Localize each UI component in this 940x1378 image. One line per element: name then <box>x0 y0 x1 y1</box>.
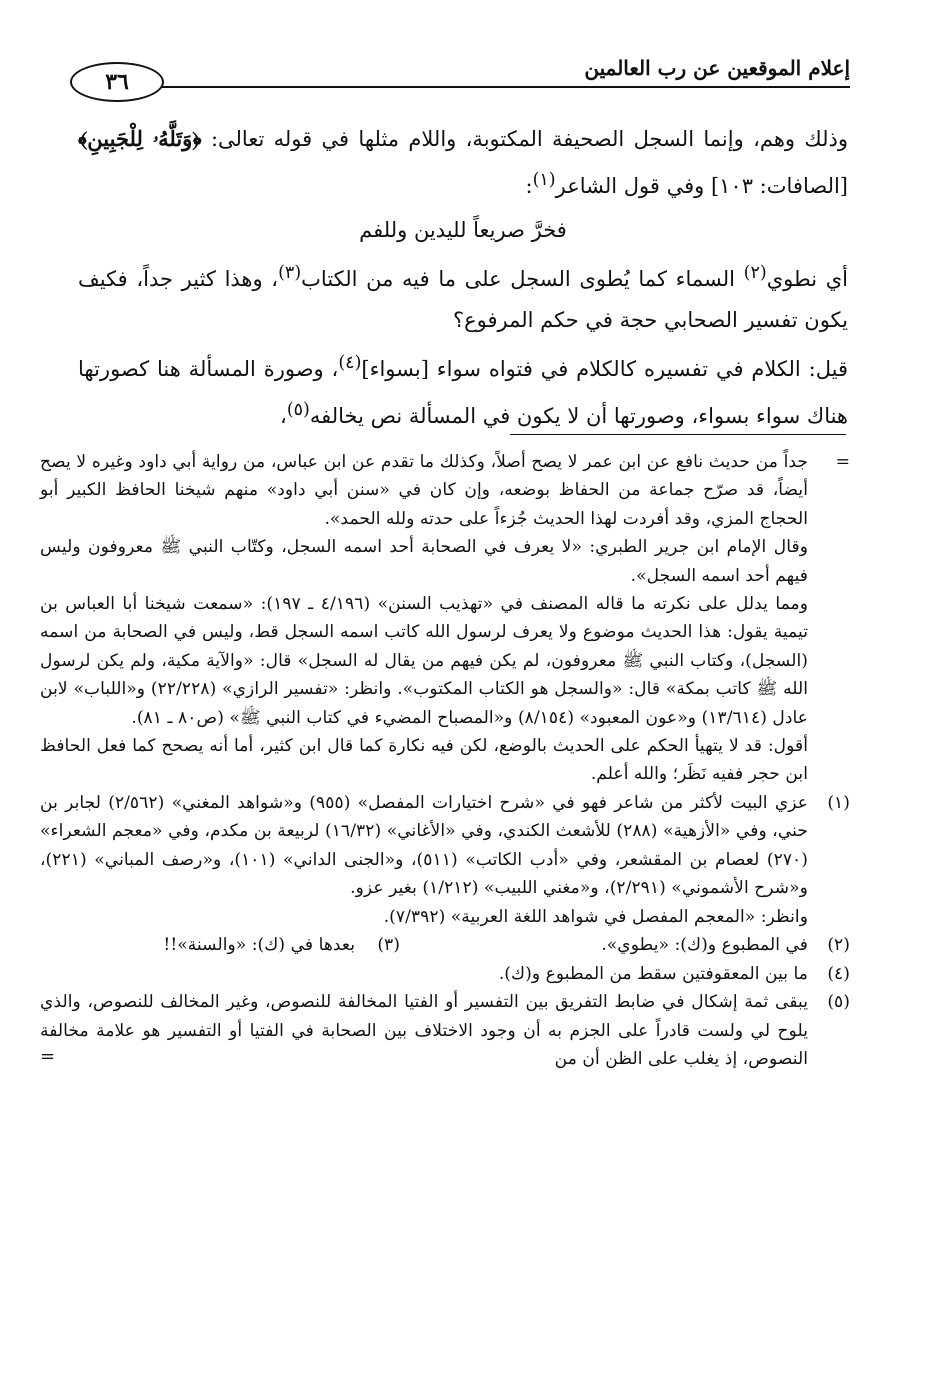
footnote-number: (٣) <box>377 934 400 955</box>
footnotes-2-3 <box>40 931 850 960</box>
footnote-ref: (٢) <box>743 263 767 283</box>
footnote-text: ما بين المعقوفتين سقط من المطبوع و(ك). <box>498 963 808 984</box>
continuation-mark: = <box>40 1046 56 1068</box>
main-text <box>78 118 848 437</box>
text-run: [الصافات: ١٠٣] وفي قول الشاعر <box>555 174 848 198</box>
footnote-text: ومما يدلل على نكرته ما قاله المصنف في «تهذيب السنن» (٤/١٩٦ ـ ١٩٧): «سمعت شيخنا أبا العباس بن تيمية يقول: هذا الحديث موضوع ولا يعرف لرسول الله كاتب اسمه السجل قط، وليس في الصحابة من اسمه (السجل)، وكتاب النبي ﷺ معروفون، لم يكن فيهم من يقال له السجل» قال: «والآية مكية، ولم يكن لرسول الله ﷺ كاتب بمكة» قال: «والسجل هو الكتاب المكتوب». وانظر: «تفسير الرازي» (٢٢/٢٢٨) و«اللباب» لابن عادل (١٣/٦١٤) و«عون المعبود» (٨/١٥٤) و«المصباح المضيء في كتاب النبي ﷺ» (ص٨٠ ـ ٨١). <box>40 594 809 728</box>
text-run: وذلك وهم، وإنما السجل الصحيفة المكتوبة، واللام مثلها في قوله تعالى: <box>201 127 848 151</box>
footnote-text: يبقى ثمة إشكال في ضابط التفريق بين التفسير أو الفتيا المخالفة للنصوص، وغير المخالف للنصوص، والذي يلوح لي ولست قادراً على الجزم به أن وجود الاختلاف بين الصحابة في الفتيا أو التفسير هو علامة مخالفة النصوص، إذ يغلب على الظن أن من <box>40 992 808 1070</box>
footnote-separator <box>510 434 846 435</box>
page-header <box>70 44 850 104</box>
footnote-text: في المطبوع و(ك): «يطوي». <box>601 934 808 955</box>
paragraph-1 <box>78 118 848 207</box>
footnote-1 <box>40 789 850 903</box>
text-run: ، وصورة المسألة هنا كصورتها هناك سواء بسواء، وصورتها أن لا يكون في المسألة نص يخالفه <box>78 357 848 428</box>
text-run: السماء كما يُطوى السجل على ما فيه من الكتاب <box>301 267 744 291</box>
footnote-text: بعدها في (ك): «والسنة»!! <box>163 934 355 955</box>
footnote-text: وانظر: «المعجم المفصل في شواهد اللغة العربية» (٧/٣٩٢). <box>383 906 808 927</box>
text-run: قيل: الكلام في تفسيره كالكلام في فتواه سواء [بسواء] <box>361 357 848 381</box>
footnotes <box>40 448 850 1074</box>
footnote-continued <box>40 448 850 533</box>
text-run: أي نطوي <box>766 267 848 291</box>
header-rule <box>156 86 850 88</box>
footnote-number: (١) <box>827 792 850 813</box>
paragraph-2 <box>78 253 848 341</box>
footnote-5 <box>40 988 850 1073</box>
footnote-text: جداً من حديث نافع عن ابن عمر لا يصح أصلاً، وكذلك ما تقدم عن ابن عباس، من رواية أبي داود وغيره لا يصح أيضاً، قد صرّح جماعة من الحفاظ بوضعه، وإن كان في «سنن أبي داود» منهم شيخنا الحافظ الكبير أبو الحجاج المزي، وقد أفردت لهذا الحديث جُزءاً على حدته ولله الحمد». <box>40 452 808 529</box>
footnote-4 <box>40 960 850 988</box>
running-title: إعلام الموقعين عن رب العالمين <box>584 56 850 80</box>
paragraph-3 <box>78 343 848 437</box>
text-run: ، وهذا كثير جداً، فكيف يكون تفسير الصحابي حجة في حكم المرفوع؟ <box>78 267 848 332</box>
quran-quote: ﴿وَتَلَّهُۥ لِلْجَبِينِ﴾ <box>78 126 202 151</box>
footnote-ref: (١) <box>532 170 556 190</box>
footnote-text: عزي البيت لأكثر من شاعر فهو في «شرح اختيارات المفصل» (٩٥٥) و«شواهد المغني» (٢/٥٦٢) لجابر بن حني، وفي «الأزهية» (٢٨٨) للأشعث الكندي، وفي «الأغاني» (١٦/٣٢) لربيعة بن مكدم، وفي «معجم الشعراء» (٢٧٠) لعصام بن المقشعر، وفي «أدب الكاتب» (٥١١)، و«الجنى الداني» (١٠١)، و«رصف المباني» (٢٢١)، و«شرح الأشموني» (٢/٢٩١)، و«مغني اللبيب» (١/٢١٢) بغير عزو. <box>40 792 809 899</box>
footnote-text: أقول: قد لا يتهيأ الحكم على الحديث بالوضع، لكن فيه نكارة كما قال ابن كثير، أما أنه يصحح كما فعل الحافظ ابن حجر ففيه نَظَر؛ والله أعلم. <box>40 736 808 785</box>
footnote-number: (٤) <box>827 963 850 984</box>
footnote-number: (٢) <box>827 934 850 955</box>
footnote-number: (٥) <box>827 992 850 1013</box>
text-run: : <box>525 174 533 198</box>
footnote-ref: (٣) <box>278 263 302 283</box>
footnote-ref: (٥) <box>286 400 310 420</box>
footnote-ref: (٤) <box>338 353 362 373</box>
page-number: ٣٦ <box>70 62 164 102</box>
footnote-text: وقال الإمام ابن جرير الطبري: «لا يعرف في الصحابة أحد اسمه السجل، وكتّاب النبي ﷺ معروفون وليس فيهم أحد اسمه السجل». <box>40 537 808 586</box>
poetry-verse: فخرَّ صريعاً لليدين وللفم <box>359 218 567 242</box>
text-run: ، <box>280 404 287 428</box>
continuation-mark: = <box>835 452 850 472</box>
